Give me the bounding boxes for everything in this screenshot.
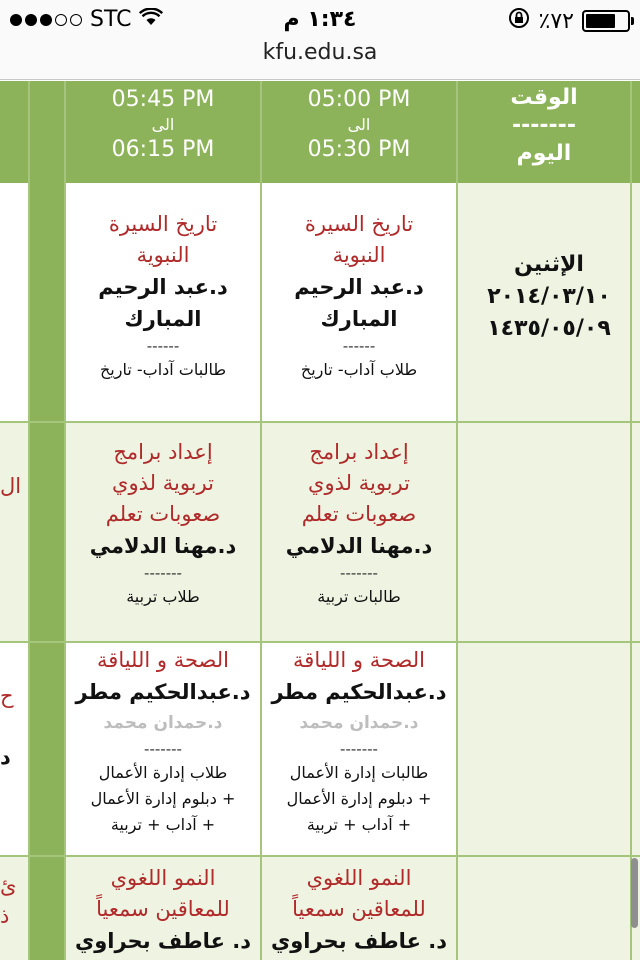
header-slot-2: 05:00 PM الى 05:30 PM (307, 87, 411, 162)
class-cell: النمو اللغوي للمعاقين سمعياً د. عاطف بحراوي (271, 866, 447, 953)
class-cell: إعداد برامج تربوية لذوي صعوبات تعلم د.مهنا الدلامي ------- طلاب تربية (89, 440, 237, 606)
carrier-name: STC (90, 7, 132, 32)
clipped-text: ح (0, 684, 14, 708)
status-bar (0, 0, 640, 40)
clipped-text: ذ (0, 904, 10, 928)
separator-column (30, 81, 64, 960)
status-right (507, 6, 630, 36)
header-corner: الوقت ------- اليوم (510, 85, 578, 166)
battery-percent: ٪٧٢ (538, 8, 574, 34)
schedule-table (0, 81, 640, 960)
class-cell: إعداد برامج تربوية لذوي صعوبات تعلم د.مهنا الدلامي ------- طالبات تربية (285, 440, 433, 606)
clipped-text: ئ (0, 874, 17, 898)
clipped-text: ال (0, 474, 22, 498)
class-cell: تاريخ السيرة النبوية د.عبد الرحيم المبارك ------ طلاب آداب- تاريخ (294, 212, 424, 379)
class-cell: النمو اللغوي للمعاقين سمعياً د. عاطف بحراوي (75, 866, 251, 953)
header-slot-1: 05:45 PM الى 06:15 PM (111, 87, 215, 162)
scrollbar[interactable] (631, 858, 638, 928)
day-cell: الإثنين ٢٠١٤/٠٣/١٠ ١٤٣٥/٠٥/٠٩ (487, 252, 611, 341)
class-cell: تاريخ السيرة النبوية د.عبد الرحيم المبارك ------ طالبات آداب- تاريخ (98, 212, 228, 379)
battery-icon (582, 10, 630, 32)
rotation-lock-icon (507, 6, 531, 36)
url-bar[interactable] (0, 40, 640, 80)
class-cell: الصحة و اللياقة د.عبدالحكيم مطر د.حمدان محمد ------- طلاب إدارة الأعمال + دبلوم إدارة الأعمال + آداب + تربية (75, 648, 251, 834)
clipped-text: د (0, 745, 11, 769)
url-text: kfu.edu.sa (262, 40, 378, 65)
class-cell: الصحة و اللياقة د.عبدالحكيم مطر د.حمدان محمد ------- طالبات إدارة الأعمال + دبلوم إدارة الأعمال + آداب + تربية (271, 648, 447, 834)
clock: ١:٣٤ م (283, 7, 357, 32)
